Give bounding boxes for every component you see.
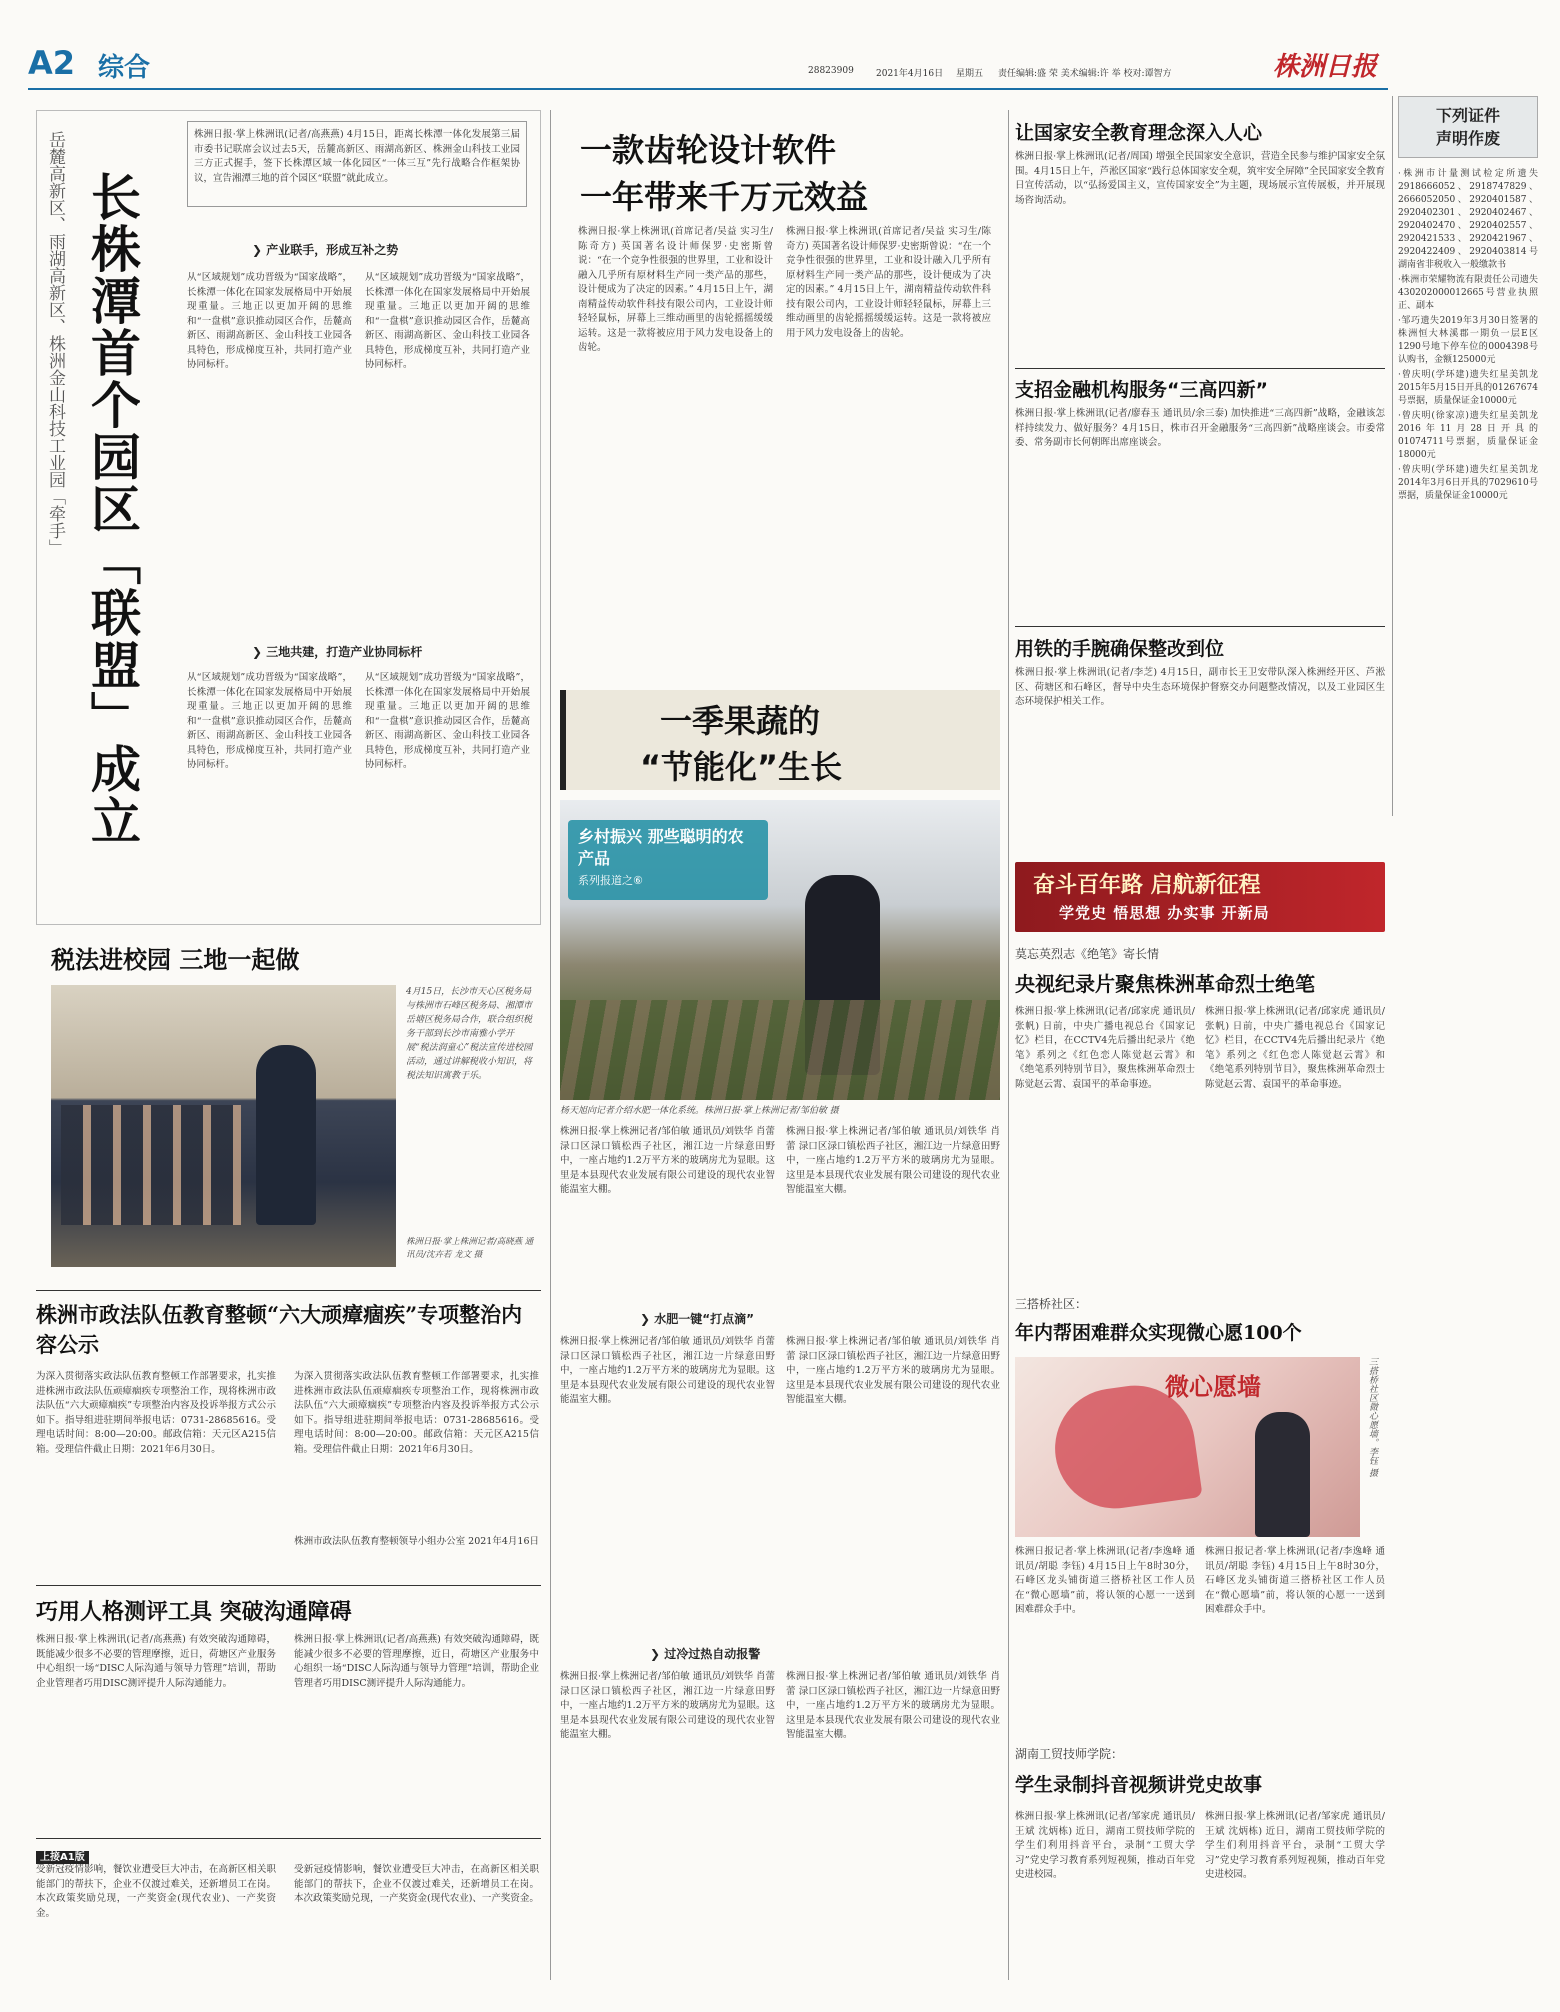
veg-subhead-2 — [650, 1645, 760, 1662]
divider-right-1 — [1015, 368, 1385, 369]
col-rule-1 — [550, 110, 551, 1980]
doc-body-col1: 株洲日报·掌上株洲讯(记者/邱家虎 通讯员/张帆) 日前，中央广播电视总台《国家记忆》栏目，在CCTV4先后播出纪录片《绝笔》系列之《红色恋人陈觉赵云霄》和《绝笔系列特别节目》，聚焦株洲革命烈士陈觉赵云霄、袁国平的革命事迹。 — [1015, 1006, 1195, 1090]
list-item: ·株洲市计量测试检定所遗失2918666052、2918747829、2666052050、2920401587、2920402301、2920402467、2920402470、2920402557、2920421533、2920421967、2920422409、2920403814号湖南省非税收入一般缴款书 — [1398, 169, 1538, 270]
sidebar-title-2: 声明作废 — [1435, 129, 1500, 148]
lead-body-4: 从“区域规划”成功晋级为“国家战略”，长株潭一体化在国家发展格局中开始展现重量。三地正以更加开阔的思维和“一盘棋”意识推动园区合作，岳麓高新区、雨湖高新区、金山科技工业园各具特色，形成梯度互补，共同打造产业协同标杆。 — [365, 672, 530, 770]
wrist-title: 用铁的手腕确保整改到位 — [1015, 638, 1225, 660]
veg-body-col2: 株洲日报·掌上株洲记者/邹伯敏 通讯员/刘铁华 肖蕾 渌口区渌口镇松西子社区，湘江边一片绿意田野中，一座占地约1.2万平方米的玻璃房尤为显眼。这里是本县现代农业发展有限公司建设的现代农业智能温室大棚。 — [786, 1126, 1000, 1195]
list-item: ·邹巧遗失2019年3月30日签署的株洲恒大林溪郡一期负一层E区1290号地下停车位的0004398号认购书，金额125000元 — [1398, 316, 1538, 365]
divider-right-2 — [1015, 626, 1385, 627]
news2-body-col1: 株洲日报·掌上株洲讯(记者/高燕燕) 有效突破沟通障碍，既能减少很多不必要的管理摩擦，近日，荷塘区产业服务中心组织一场“DISC人际沟通与领导力管理”培训，帮助企业管理者巧用DISC测评提升人际沟通能力。 — [36, 1634, 276, 1689]
tax-story — [36, 940, 541, 1280]
safety-body: 株洲日报·掌上株洲讯(记者/周国) 增强全民国家安全意识，营造全民参与维护国家安全氛围。4月15日上午，芦淞区国家“践行总体国家安全观，筑牢安全屏障”全民国家安全教育日宣传活动，以“弘扬爱国主义，宣传国家安全”为主题，现场展示宣传展板，并开展现场咨询活动。 — [1015, 151, 1385, 206]
list-item: ·曾庆明(学环建)遗失红星美凯龙2015年5月15日开具的01267674号票据，质量保证金10000元 — [1398, 370, 1538, 406]
lead-subhead-2-label: 三地共建，打造产业协同标杆 — [266, 645, 423, 659]
veg-body-col1: 株洲日报·掌上株洲记者/邹伯敏 通讯员/刘铁华 肖蕾 渌口区渌口镇松西子社区，湘江边一片绿意田野中，一座占地约1.2万平方米的玻璃房尤为显眼。这里是本县现代农业发展有限公司建设的现代农业智能温室大棚。 — [560, 1126, 775, 1195]
greenhouse-rows — [560, 1000, 1000, 1100]
news1-story — [36, 1300, 541, 1580]
notice-story — [36, 1845, 541, 1980]
finance-title: 支招金融机构服务“三高四新” — [1015, 379, 1268, 401]
news1-body-col1: 为深入贯彻落实政法队伍教育整顿工作部署要求，扎实推进株洲市政法队伍顽瘴痼疾专项整治工作，现将株洲市政法队伍“六大顽瘴痼疾”专项整治内容及投诉举报方式公示如下。指导组进驻期间举报电话：0731-28685616。受理电话时间：8:00—20:00。邮政信箱：天元区A215信箱。受理信件截止日期：2021年6月30日。 — [36, 1371, 276, 1455]
col-rule-2 — [1008, 110, 1009, 1980]
sidebar-list — [1398, 168, 1538, 503]
wish-photo — [1015, 1357, 1360, 1537]
veg-subhead-1 — [640, 1310, 754, 1327]
doc-story — [1015, 945, 1385, 1285]
tiktok-story — [1015, 1745, 1385, 1980]
veg-body-col4: 株洲日报·掌上株洲记者/邹伯敏 通讯员/刘铁华 肖蕾 渌口区渌口镇松西子社区，湘江边一片绿意田野中，一座占地约1.2万平方米的玻璃房尤为显眼。这里是本县现代农业发展有限公司建设的现代农业智能温室大棚。 — [786, 1336, 1000, 1405]
tax-title: 税法进校园 三地一起做 — [51, 946, 300, 974]
veg-body-col3: 株洲日报·掌上株洲记者/邹伯敏 通讯员/刘铁华 肖蕾 渌口区渌口镇松西子社区，湘江边一片绿意田野中，一座占地约1.2万平方米的玻璃房尤为显眼。这里是本县现代农业发展有限公司建设的现代农业智能温室大棚。 — [560, 1336, 775, 1405]
divider-left-3 — [36, 1838, 541, 1839]
lead-body-2: 从“区域规划”成功晋级为“国家战略”，长株潭一体化在国家发展格局中开始展现重量。三地正以更加开阔的思维和“一盘棋”意识推动园区合作，岳麓高新区、雨湖高新区、金山科技工业园各具特色，形成梯度互补，共同打造产业协同标杆。 — [365, 272, 530, 370]
gear-title-line1: 一款齿轮设计软件 — [580, 131, 837, 169]
veg-photo — [560, 800, 1000, 1100]
gear-story — [560, 110, 1000, 670]
tiktok-body-col2: 株洲日报·掌上株洲讯(记者/邹家虎 通讯员/王斌 沈炳栋) 近日，湖南工贸技师学院的学生们利用抖音平台，录制“工贸大学习”党史学习教育系列短视频，推动百年党史进校园。 — [1205, 1811, 1385, 1880]
lead-story — [36, 110, 541, 925]
wish-sign: 微心愿墙 — [1165, 1372, 1261, 1401]
veg-story — [560, 690, 1000, 1980]
gear-title-line2: 一年带来千万元效益 — [580, 178, 869, 216]
tiktok-title: 学生录制抖音视频讲党史故事 — [1015, 1774, 1263, 1796]
notice-body-col2: 受新冠疫情影响，餐饮业遭受巨大冲击，在高新区相关职能部门的帮扶下，企业不仅渡过难关，还新增员工在岗。本次政策奖励兑现，一产奖资金(现代农业)、一产奖资金。 — [294, 1864, 539, 1904]
finance-body: 株洲日报·掌上株洲讯(记者/廖春玉 通讯员/余三泰) 加快推进“三高四新”战略，金融该怎样持续发力、做好服务？4月15日，株市召开金融服务“三高四新”战略座谈会。市委常委、常务副市长何朝晖出席座谈会。 — [1015, 408, 1385, 448]
lead-subhead-2 — [252, 643, 422, 660]
list-item: ·曾庆明(学环建)遗失红星美凯龙2014年3月6日开具的7029610号票据，质量保证金10000元 — [1398, 465, 1538, 501]
finance-story — [1015, 375, 1385, 620]
tax-caption: 4月15日，长沙市天心区税务局与株洲市石峰区税务局、湘潭市岳塘区税务局合作，联合组织税务干部到长沙市南雅小学开展“税法润童心”税法宣传进校园活动，通过讲解税收小知识，将税法知识寓教于乐。 — [406, 987, 533, 1081]
wrist-body: 株洲日报·掌上株洲讯(记者/李芝) 4月15日，副市长王卫安带队深入株洲经开区、芦淞区、荷塘区和石峰区，督导中央生态环境保护督察交办问题整改情况，以及工业园区生态环境保护相关工作。 — [1015, 667, 1385, 707]
tax-photo — [51, 985, 396, 1267]
section-label: 综合 — [98, 53, 151, 83]
notice-body-col1: 受新冠疫情影响，餐饮业遭受巨大冲击，在高新区相关职能部门的帮扶下，企业不仅渡过难关，还新增员工在岗。本次政策奖励兑现，一产奖资金(现代农业)、一产奖资金。 — [36, 1864, 276, 1919]
students-group — [61, 1105, 241, 1225]
veg-subhead-1-label: 水肥一键“打点滴” — [654, 1312, 755, 1326]
party-banner-line2: 学党史 悟思想 办实事 开新局 — [1059, 904, 1270, 922]
issue-weekday: 星期五 — [956, 69, 984, 79]
lead-body-3: 从“区域规划”成功晋级为“国家战略”，长株潭一体化在国家发展格局中开始展现重量。三地正以更加开阔的思维和“一盘棋”意识推动园区合作，岳麓高新区、雨湖高新区、金山科技工业园各具特色，形成梯度互补，共同打造产业协同标杆。 — [187, 672, 352, 770]
safety-story — [1015, 118, 1385, 363]
veg-title-line2: “节能化”生长 — [640, 748, 843, 786]
sidebar-title-box — [1398, 96, 1538, 158]
news1-title: 株洲市政法队伍教育整顿“六大顽瘴痼疾”专项整治内容公示 — [36, 1302, 523, 1357]
notice-label: 上接A1版 — [36, 1851, 89, 1864]
doc-title: 央视纪录片聚焦株洲革命烈士绝笔 — [1015, 972, 1315, 996]
wish-title: 年内帮困难群众实现微心愿100个 — [1015, 1322, 1302, 1344]
news2-title: 巧用人格测评工具 突破沟通障碍 — [36, 1599, 352, 1625]
wish-body-col1: 株洲日报记者·掌上株洲讯(记者/李逸峰 通讯员/胡聪 李钰) 4月15日上午8时30分，石峰区龙头铺街道三搭桥社区工作人员在“微心愿墙”前，将认领的心愿一一送到困难群众手中。 — [1015, 1546, 1195, 1615]
gear-body-col2: 株洲日报·掌上株洲讯(首席记者/吴益 实习生/陈奇方) 英国著名设计师保罗·史密斯曾说：“在一个竞争性很强的世界里，工业和设计融入几乎所有原材料生产同一类产品的那些，设计便成为了决定的因素。” 4月15日上午，湖南精益传动软件科技有限公司内，工业设计师轻轻鼠标，屏幕上三维动画里的齿轮摇摇缓缓运转。这是一款将被应用于风力发电设备上的齿轮。 — [786, 226, 991, 339]
issue-date: 2021年4月16日 — [876, 69, 944, 79]
veg-subhead-2-label: 过冷过热自动报警 — [664, 1647, 761, 1661]
arrow-icon: ❯ — [252, 243, 267, 257]
series-number: 系列报道之⑥ — [578, 874, 643, 887]
masthead — [28, 44, 1538, 84]
list-item: ·曾庆明(徐家凉)遗失红星美凯龙2016年11月28日开具的01074711号票据，质量保证金18000元 — [1398, 411, 1538, 460]
lead-subhead-1-label: 产业联手，形成互补之势 — [266, 243, 399, 257]
officer-figure — [256, 1045, 316, 1225]
divider-left-1 — [36, 1290, 541, 1291]
news1-sign: 株洲市政法队伍教育整顿领导小组办公室 2021年4月16日 — [294, 1536, 539, 1547]
party-banner-line1: 奋斗百年路 启航新征程 — [1033, 872, 1261, 898]
doc-body-col2: 株洲日报·掌上株洲讯(记者/邱家虎 通讯员/张帆) 日前，中央广播电视总台《国家记忆》栏目，在CCTV4先后播出纪录片《绝笔》系列之《红色恋人陈觉赵云霄》和《绝笔系列特别节目》，聚焦株洲革命烈士陈觉赵云霄、袁国平的革命事迹。 — [1205, 1006, 1385, 1090]
col-rule-3 — [1392, 96, 1393, 816]
veg-title-line1: 一季果蔬的 — [660, 702, 821, 740]
masthead-rule — [28, 88, 1388, 90]
sidebar-title-1: 下列证件 — [1435, 106, 1500, 125]
veg-body-col6: 株洲日报·掌上株洲记者/邹伯敏 通讯员/刘铁华 肖蕾 渌口区渌口镇松西子社区，湘江边一片绿意田野中，一座占地约1.2万平方米的玻璃房尤为显眼。这里是本县现代农业发展有限公司建设的现代农业智能温室大棚。 — [786, 1671, 1000, 1740]
tiktok-kicker: 湖南工贸技师学院： — [1015, 1747, 1124, 1761]
veg-photo-caption: 杨天旭向记者介绍水肥一体化系统。株洲日报·掌上株洲记者/邹伯敏 摄 — [560, 1106, 839, 1116]
lead-intro: 株洲日报·掌上株洲讯(记者/高燕燕) 4月15日，距离长株潭一体化发展第三届市委书记联席会议过去5天，岳麓高新区、雨湖高新区、株洲金山科技工业园三方正式握手，签下长株潭区域一体化园区“一体三互”先行战略合作框架协议，宣告湘潭三地的首个园区“联盟”就此成立。 — [187, 121, 527, 207]
divider-left-2 — [36, 1585, 541, 1586]
page-number: A2 — [28, 44, 76, 82]
news1-body-col2: 为深入贯彻落实政法队伍教育整顿工作部署要求，扎实推进株洲市政法队伍顽瘴痼疾专项整治工作，现将株洲市政法队伍“六大顽瘴痼疾”专项整治内容及投诉举报方式公示如下。指导组进驻期间举报电话：0731-28685616。受理电话时间：8:00—20:00。邮政信箱：天元区A215信箱。受理信件截止日期：2021年6月30日。 — [294, 1371, 539, 1455]
series-title: 乡村振兴 那些聪明的农产品 — [578, 827, 744, 868]
series-banner — [568, 820, 768, 900]
worker-figure — [1255, 1412, 1310, 1537]
chevron-icon: ❯ — [640, 1312, 655, 1326]
tax-credit: 株洲日报·掌上株洲记者/高晓燕 通讯员/沈卉若 龙文 摄 — [406, 1237, 534, 1260]
lead-body-1: 从“区域规划”成功晋级为“国家战略”，长株潭一体化在国家发展格局中开始展现重量。三地正以更加开阔的思维和“一盘棋”意识推动园区合作，岳麓高新区、雨湖高新区、金山科技工业园各具特色，形成梯度互补，共同打造产业协同标杆。 — [187, 272, 352, 370]
arrow-icon: ❯ — [252, 645, 267, 659]
party-banner — [1015, 862, 1385, 932]
tiktok-body-col1: 株洲日报·掌上株洲讯(记者/邹家虎 通讯员/王斌 沈炳栋) 近日，湖南工贸技师学院的学生们利用抖音平台，录制“工贸大学习”党史学习教育系列短视频，推动百年党史进校园。 — [1015, 1811, 1195, 1880]
news2-story — [36, 1595, 541, 1830]
wrist-story — [1015, 634, 1385, 854]
editor-credits: 责任编辑:盛 荣 美术编辑:许 举 校对:谭智方 — [998, 69, 1172, 79]
wish-kicker: 三搭桥社区： — [1015, 1297, 1088, 1311]
news2-body-col2: 株洲日报·掌上株洲讯(记者/高燕燕) 有效突破沟通障碍，既能减少很多不必要的管理摩擦，近日，荷塘区产业服务中心组织一场“DISC人际沟通与领导力管理”培训，帮助企业管理者巧用DISC测评提升人际沟通能力。 — [294, 1634, 539, 1689]
gear-body-col1: 株洲日报·掌上株洲讯(首席记者/吴益 实习生/陈奇方) 英国著名设计师保罗·史密斯曾说：“在一个竞争性很强的世界里，工业和设计融入几乎所有原材料生产同一类产品的那些，设计便成为了决定的因素。” 4月15日上午，湖南精益传动软件科技有限公司内，工业设计师轻轻鼠标，屏幕上三维动画里的齿轮摇摇缓缓运转。这是一款将被应用于风力发电设备上的齿轮。 — [578, 226, 773, 353]
page-code: 28823909 — [808, 66, 854, 76]
safety-title: 让国家安全教育理念深入人心 — [1015, 122, 1263, 144]
lead-kicker: 岳麓高新区、雨湖高新区、株洲金山科技工业园「牵手」 — [45, 131, 65, 556]
sidebar-notices — [1398, 96, 1538, 816]
list-item: ·株洲市荣耀物流有限责任公司遗失430202000012665号营业执照正、副本 — [1398, 275, 1538, 311]
lead-title: 长株潭首个园区「联盟」成立 — [83, 171, 141, 847]
wish-body-col2: 株洲日报记者·掌上株洲讯(记者/李逸峰 通讯员/胡聪 李钰) 4月15日上午8时30分，石峰区龙头铺街道三搭桥社区工作人员在“微心愿墙”前，将认领的心愿一一送到困难群众手中。 — [1205, 1546, 1385, 1615]
wish-photo-caption: 三搭桥社区微心愿墙。李钰 摄 — [1367, 1357, 1377, 1477]
wish-story — [1015, 1295, 1385, 1725]
veg-body-col5: 株洲日报·掌上株洲记者/邹伯敏 通讯员/刘铁华 肖蕾 渌口区渌口镇松西子社区，湘江边一片绿意田野中，一座占地约1.2万平方米的玻璃房尤为显眼。这里是本县现代农业发展有限公司建设的现代农业智能温室大棚。 — [560, 1671, 775, 1740]
doc-kicker: 莫忘英烈志《绝笔》寄长情 — [1015, 947, 1160, 961]
chevron-icon: ❯ — [650, 1647, 665, 1661]
lead-subhead-1 — [252, 241, 398, 258]
paper-logo: 株洲日报 — [1273, 52, 1378, 82]
